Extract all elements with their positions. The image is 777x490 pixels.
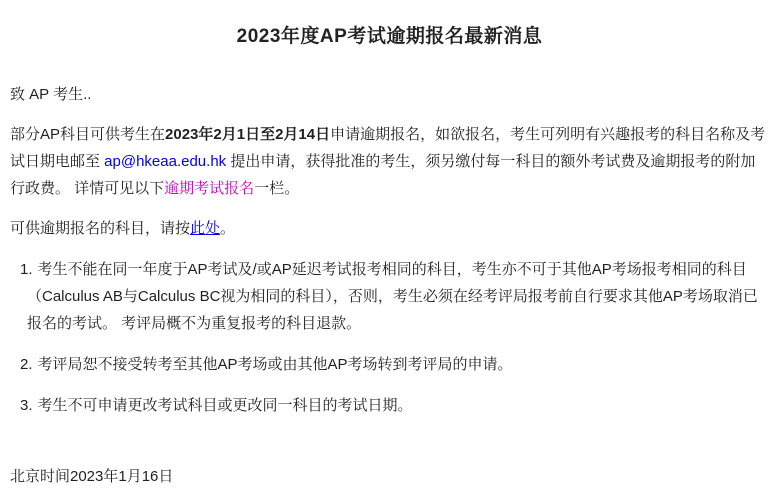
subjects-text-2: 。 (220, 220, 236, 237)
rule-number: 2. (20, 356, 33, 373)
intro-paragraph (10, 121, 769, 202)
rules-list (10, 256, 769, 419)
subjects-text-1: 可供逾期报名的科目，请按 (10, 220, 191, 237)
email-link[interactable]: ap@hkeaa.edu.hk (104, 153, 227, 170)
rule-text: 考生不可申请更改考试科目或更改同一科目的考试日期。 (37, 397, 413, 414)
intro-text-2: 申请逾期报名，如欲报名，考生可列明有兴趣报考的科目名称及考试日期电邮至 (10, 126, 766, 170)
rule-text: 考评局恕不接受转考至其他AP考场或由其他AP考场转到考评局的申请。 (37, 356, 513, 373)
rule-number: 3. (20, 397, 33, 414)
rule-item-2 (10, 351, 769, 378)
page-title: 2023年度AP考试逾期报名最新消息 (236, 26, 543, 47)
intro-text-3: 提出申请，获得批准的考生，须另缴付每一科目的额外考试费及逾期报考的附加行政费。 详情可见以下 (10, 153, 756, 197)
intro-text-4: 一栏。 (254, 180, 300, 197)
rule-number: 1. (20, 261, 33, 278)
here-link[interactable]: 此处 (190, 220, 221, 237)
late-registration-link[interactable]: 逾期考试报名 (164, 180, 255, 197)
subjects-paragraph (10, 215, 769, 242)
notice-page (0, 25, 777, 490)
date-footer: 北京时间2023年1月16日 (10, 468, 174, 485)
rule-item-1 (10, 256, 769, 337)
rule-text: 考生不能在同一年度于AP考试及/或AP延迟考试报考相同的科目，考生亦不可于其他AP考场报考相同的科目（Calculus AB与Calculus BC视为相同的科目），否则，考生必须在经考评局报考前自行要求其他AP考场取消已报名的考试。 考评局概不为重复报考的科目退款。 (27, 261, 758, 332)
registration-dates: 2023年2月1日至2月14日 (165, 126, 331, 143)
intro-text-1: 部分AP科目可供考生在 (10, 126, 166, 143)
rule-item-3 (10, 392, 769, 419)
salutation: 致 AP 考生.. (10, 86, 92, 103)
